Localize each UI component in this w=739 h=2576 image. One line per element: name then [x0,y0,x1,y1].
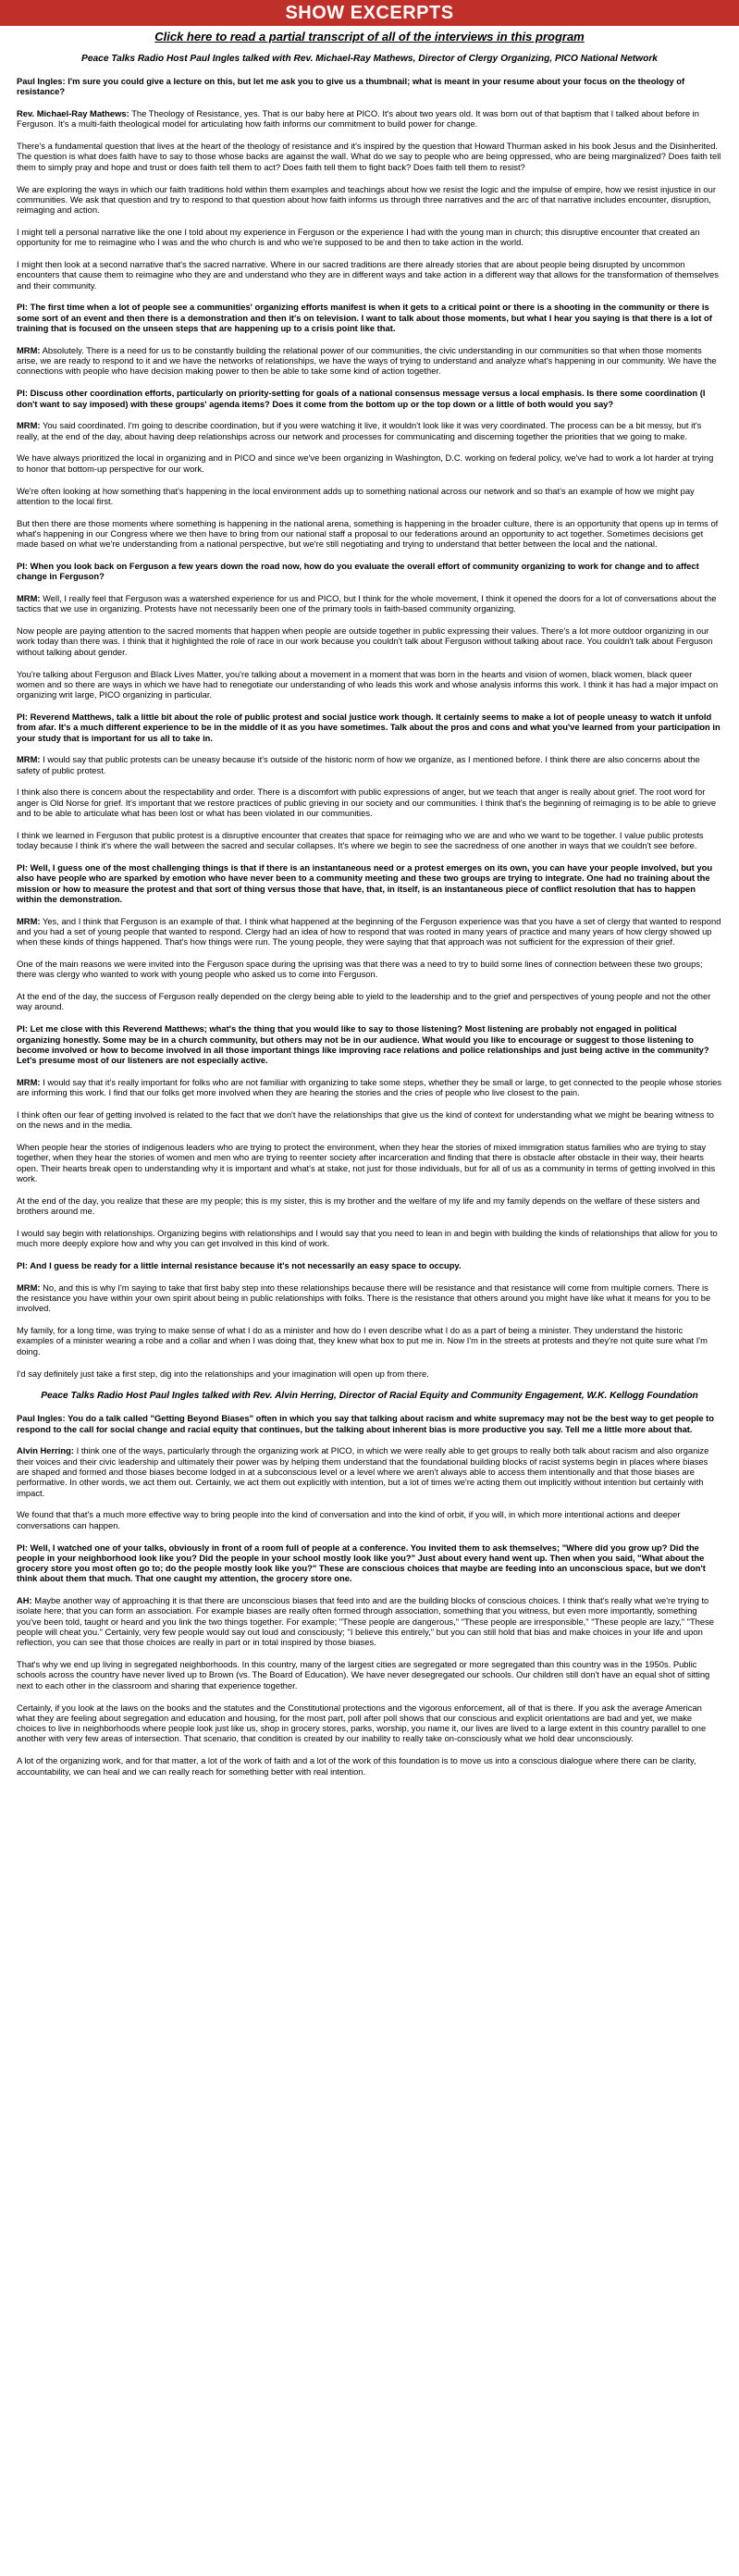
interview-answer [17,227,722,248]
speaker-label: Rev. Michael-Ray Mathews: [17,108,129,119]
speaker-label: MRM: [17,915,41,926]
speaker-label: MRM: [17,593,41,604]
interview-answer [17,1445,722,1497]
paragraph-text: We have always prioritized the local in organizing and in PICO and since we've been organizing in Washington, D.C. working on federal policy, we've had to work a lot harder at trying to honor that bottom-up perspective for our work. [17,452,714,474]
paragraph-text: Discuss other coordination efforts, particularly on priority-setting for goals of a national consensus message versus a local emphasis. Is there some coordination (I don't want to say imposed) with these groups' agenda items? Does it come from the bottom up or the top down or a little of both would you say? [17,388,706,409]
paragraph-text: I would say that public protests can be uneasy because it's outside of the historic norm of how we organize, as I mentioned before. I think there are also concerns about the safety of public protest. [17,754,700,775]
paragraph-text: There's a fundamental question that lives at the heart of the theology of resistance and it's inspired by the question that Howard Thurman asked in his book Jesus and the Disinherited. The question is what does faith have to say to those whose backs are against the wall. What do we say to people who are being oppressed, who are being marginalized? Does faith tell them to simply pray and hope and trust or does faith tell them to act? Does faith tell them to fight back? Does faith tell them to resist? [17,141,721,172]
paragraph-text: Certainly, if you look at the laws on the books and the statutes and the Constitutional protections and the vigorous enforcement, all of that is there. If you ask the average American what they are feeling about segregation and education and housing, for the most part, poll after poll shows that our conscious and explicit orientations are bad and yet, we make choices to live in neighborhoods where people look just like us, shop in grocery stores, parks, worship, you name it, our lives are lived to a large extent in this country parallel to one another with very few areas of intersection. That scenario, that condition is created by our inability to really take on-consciously what we hold dear unconsciously. [17,1702,707,1744]
paragraph-text: When you look back on Ferguson a few years down the road now, how do you evaluate the overall effort of community organizing to work for change and to affect change in Ferguson? [17,561,699,582]
paragraph-text: I would say that it's really important for folks who are not familiar with organizing to take some steps, whether they be small or large, to get connected to the people whose stories are informing this work. I find that our folks get more involved when they are hearing the stories and the cries of people who live closest to the pain. [17,1076,722,1098]
paragraph-text: One of the main reasons we were invited into the Ferguson space during the uprising was that there was a need to try to build some lines of connection between these two groups; there was clergy who wanted to work with young people who asked us to come into Ferguson. [17,959,703,980]
paragraph-text: I think also there is concern about the respectability and order. There is a discomfort with public expressions of anger, but we teach that anger is really about grief. The root word for anger is Old Norse for grief. It's important that we restore practices of public grieving in our society and our communities. I think that's the beginning of reimaging is to be able to grieve and to be able to articulate what has been lost or what has been violated in our communities. [17,786,717,819]
speaker-label: AH: [17,1595,32,1606]
interview-answer [17,1509,722,1530]
interview-answer [17,1142,722,1183]
interview-answer [17,1595,722,1647]
speaker-label: MRM: [17,1282,41,1293]
interview-answer [17,1368,722,1379]
paragraph-text: Reverend Matthews, talk a little bit about the role of public protest and social justice work though. It certainly seems to make a lot of people uneasy to watch it unfold from afar. It's a much different experience to be in the middle of it as you have sometimes. Talk about the pros and cons and what you've learned from your participation in your study that is important for us all to take in. [17,711,721,743]
paragraph-text: That's why we end up living in segregated neighborhoods. In this country, many of the largest cities are segregated or more segregated than this country was in the 1950s. Public schools across the country have never lived up to Brown (vs. The Board of Education). We have never desegregated our schools. Our children still don't have an equal shot of sitting next to each other in the classroom and sharing that experience together. [17,1659,710,1690]
speaker-label: MRM: [17,754,41,765]
paragraph-text: At the end of the day, the success of Ferguson really depended on the clergy being able to yield to the leadership and to the grief and perspectives of young people and not the other way around. [17,991,711,1012]
interview-question [17,388,722,409]
paragraph-text: When people hear the stories of indigenous leaders who are trying to protect the environment, when they hear the stories of mixed immigration status families who are trying to stay together, when they hear the stories of women and men who are trying to reenter society after incarceration and finding that there is obstacle after obstacle in their way, their hearts open. Their hearts break open to understanding why it is important and what's at stake, not just for those individuals, but for all of us as a community in terms of getting involved in this work. [17,1142,716,1183]
paragraph-text: I might then look at a second narrative that's the sacred narrative. Where in our sacred traditions are there already stories that are about people being disrupted by uncommon encounters that cause them to reimagine who they are and understand who they are in different ways and take action in a different way that allows for the transformation of themselves and their community. [17,259,719,291]
speaker-label: MRM: [17,420,41,431]
interview-question [17,302,722,333]
speaker-label: PI: [17,1259,28,1270]
interview-question [17,1542,722,1584]
paragraph-text: Yes, and I think that Ferguson is an example of that. I think what happened at the beginning of the Ferguson experience was that you have a set of clergy that wanted to respond and you had a set of young people that wanted to respond. Clergy had an idea of how to respond that was rooted in many years of practice and many years of how clergy showed up when these kinds of things happened. That's how things were run. The young people, they were saying that that approach was not sufficient for the expression of their grief. [17,915,721,947]
interview-sections [17,53,722,1777]
paragraph-text: The Theology of Resistance, yes. That is our baby here at PICO. It's about two years old. It was born out of that baptism that I talked about before in Ferguson. It's a multi-faith theological model for articulating how faith informs our commitment to build power for change. [17,108,699,130]
paragraph-text: Now people are paying attention to the sacred moments that happen when people are outside together in public expressing their values. There's a lot more outdoor organizing in our work today than there was. I think that it highlighted the role of race in our work because you couldn't talk about Ferguson without talking about race. You couldn't talk about Ferguson without talking about gender. [17,625,713,657]
paragraph-text: We found that that's a much more effective way to bring people into the kind of conversation and into the kind of orbit, if you will, in which more intentional actions and deeper conversations can happen. [17,1509,681,1530]
interview-section [17,1390,722,1777]
interview-answer [17,830,722,851]
paragraph-text: I think we learned in Ferguson that public protest is a disruptive encounter that creates that space for reimaging who we are and who we want to be together. I value public protests today because I think it's where the wall between the sacred and secular collapses. It's where we begin to see the sacredness of one another in ways that we couldn't see before. [17,829,704,851]
speaker-label: MRM: [17,1076,41,1087]
interview-answer [17,1659,722,1690]
paragraph-text: Well, I watched one of your talks, obviously in front of a room full of people at a conference. You invited them to ask themselves; "Where did you grow up? Did the people in your neighborhood look like you? Did the people in your school mostly look like you?" Just about every hand went up. Then when you said, "What about the grocery store you most often go to; do the people mostly look like you?" These are conscious choices that maybe are feeding into an unconscious space, but we don't think about them that much. That one caught my attention, the grocery store one. [17,1542,706,1584]
speaker-label: MRM: [17,344,41,355]
interview-answer [17,1228,722,1249]
interview-answer [17,959,722,980]
speaker-label: PI: [17,561,28,571]
interview-answer [17,1077,722,1098]
interview-answer [17,141,722,172]
speaker-label: PI: [17,861,28,873]
interview-answer [17,486,722,507]
paragraph-text: You said coordinated. I'm going to describe coordination, but if you were watching it live, it wouldn't look like it was very coordinated. The process can be a bit messy, but it's really, at the end of the day, about having deep relationships across our network and processes for communicating and discerning together the priorities that we going to make. [17,420,702,441]
speaker-label: PI: [17,1023,28,1034]
paragraph-text: Well, I guess one of the most challenging things is that if there is an instantaneous need or a protest emerges on its own, you can have your people involved, but you also have people who are sparked by emotion who have never been to a community meeting and these two groups are trying to integrate. One had no training about the mission or how to measure the protest and that sort of thing versus those that have, that, in itself, is an instantaneous piece of conflict resolution that has to happen within the demonstration. [17,861,713,904]
paragraph-text: At the end of the day, you realize that these are my people; this is my sister, this is my brother and the welfare of my life and my family depends on the welfare of these sisters and brothers around me. [17,1195,700,1217]
paragraph-text: We're often looking at how something that's happening in the local environment adds up to something national across our network and so that's an example of how we might pay attention to the local first. [17,485,695,506]
excerpts-content [0,30,739,1777]
interview-question [17,1260,722,1270]
interview-answer [17,1325,722,1356]
paragraph-text: But then there are those moments where something is happening in the national arena, something is happening in the broader culture, there is an opportunity that opens up in terms of what's happening in our Congress where we then have to bring from our national staff a proposal to our federations around an opportunity to act together. Sometimes decisions get made based on what we're understanding from a national perspective, but we're still negotiating and trying to understand that better between the local and the national. [17,517,719,550]
interview-question [17,76,722,97]
interview-question [17,1413,722,1434]
interview-question [17,712,722,743]
paragraph-text: You do a talk called "Getting Beyond Biases" often in which you say that talking about racism and white supremacy may not be the best way to get people to respond to the call for social change and racial equity that continues, but the talking about inherent bias is more productive you say. Tell me a little more about that. [17,1413,715,1434]
interview-answer [17,625,722,657]
interview-answer [17,452,722,474]
paragraph-text: Well, I really feel that Ferguson was a watershed experience for us and PICO, but I think for the whole movement, I think it opened the doors for a lot of conversations about the tactics that we use in organizing. Protests have not necessarily been one of the primary tools in faith-based community organizing. [17,593,717,614]
interview-question [17,862,722,904]
interview-answer [17,593,722,614]
paragraph-text: I would say begin with relationships. Organizing begins with relationships and I would say that you need to lean in and begin with building the kinds of relationships that allow for you to much more deeply explore how and why you can get involved in this kind of work. [17,1227,718,1249]
interview-section [17,53,722,1379]
interview-answer [17,184,722,216]
interview-answer [17,1109,722,1131]
paragraph-text: I think often our fear of getting involved is related to the fact that we don't have the relationships that give us the kind of context for understanding what we might be bearing witness to on the news and in the media. [17,1108,714,1131]
speaker-label: PI: [17,711,28,722]
interview-answer [17,1195,722,1217]
speaker-label: Paul Ingles: [17,76,66,86]
interview-answer [17,420,722,441]
interview-answer [17,345,722,377]
paragraph-text: We are exploring the ways in which our faith traditions hold within them examples and teachings about how we resist the logic and the impulse of empire, how we resist injustice in our communities. We ask that question and try to respond to that question about how faith informs us through three narratives and the arc of that narrative includes encounter, disruption, reimaging and action. [17,183,716,216]
paragraph-text: Let me close with this Reverend Matthews; what's the thing that you would like to say to those listening? Most listening are probably not engaged in political organizing honestly. Some may be in a church community, but others may not be in our audience. What would you like to encourage or suggest to those listening to become involved or how to become involved in all those important things like improving race relations and police relationships and just being active in the community? Let's presume most of our listeners are not especially active. [17,1023,709,1066]
paragraph-text: My family, for a long time, was trying to make sense of what I do as a minister and how do I even describe what I do as a part of being a minister. They understand the historic examples of a minister wearing a robe and a collar and when I was doing that, they knew what box to put me in. Now I'm in the streets at protests and they're not quite sure what I'm doing. [17,1325,708,1356]
speaker-label: Paul Ingles: [17,1413,66,1424]
interview-answer [17,754,722,775]
interview-answer [17,916,722,947]
interview-answer [17,108,722,130]
interview-question [17,561,722,582]
interview-answer [17,1755,722,1777]
paragraph-text: No, and this is why I'm saying to take that first baby step into these relationships because there will be resistance and that resistance will come from multiple corners. There is the resistance you have within your own spirit about being in public relationships with folks. There is the resistance that others around you might have like what it means for you to be involved. [17,1282,711,1314]
interview-answer [17,259,722,291]
paragraph-text: A lot of the organizing work, and for that matter, a lot of the work of faith and a lot of the work of this foundation is to move us into a conscious dialogue where there can be clarity, accountability, we can heal and we can really reach for something better with real intention. [17,1755,696,1777]
paragraph-text: You're talking about Ferguson and Black Lives Matter, you're talking about a movement in a moment that was born in the hearts and vision of women, black women, black queer women and so there are ways in which we have had to renegotiate our understanding of who leads this work and whose analysis informs this work. I think it has had a major impact on organizing writ large, PICO organizing in particular. [17,668,719,700]
paragraph-text: I think one of the ways, particularly through the organizing work at PICO, in which we were really able to get groups to really both talk about racism and also organize their voices and their civic leadership and ultimately their power was by helping them understand that the foundational building blocks of racist systems begin in places where biases are shaped and formed and those biases become lodged in at a subconscious level or a level where we aren't always able to access them intentionally and that those biases are performative. In other words, we act them out. Certainly, we act them out explicitly with intention, but a lot of times we're acting them out implicitly without intention but certainly with impact. [17,1445,709,1498]
paragraph-text: I'm sure you could give a lecture on this, but let me ask you to give us a thumbnail; what is meant in your resume about your focus on the theology of resistance? [17,76,685,97]
paragraph-text: I'd say definitely just take a first step, dig into the relationships and your imagination will open up from there. [17,1368,429,1379]
paragraph-text: I might tell a personal narrative like the one I told about my experience in Ferguson or the experience I had with the young man in church; this disruptive encounter that created an opportunity for me to reimagine who I was and the who church is and who we're supposed to be and then to take action in the world. [17,226,700,248]
transcript-link[interactable]: Click here to read a partial transcript of all of the interviews in this program [154,30,585,43]
paragraph-text: Absolutely. There is a need for us to be constantly building the relational power of our communities, the civic understanding in our communities so that when those moments arise, we are ready to respond to it and we have the networks of relationships, we have the ways of trying to understand and analyze what's happening in our community. We have the connections with people who have decision making power to then be able to take some kind of action together. [17,344,717,377]
speaker-label: PI: [17,1542,28,1553]
interview-intro: Peace Talks Radio Host Paul Ingles talked with Rev. Michael-Ray Mathews, Director of Clergy Organizing, PICO National Network [81,54,658,64]
interview-answer [17,518,722,550]
paragraph-text: The first time when a lot of people see a communities' organizing efforts manifest is when it gets to a critical point or there is a shooting in the community or there is some sort of an event and then there is a demonstration and then it's on television. I want to talk about those moments, but what I hear you saying is that there is a lot of training that is focused on the unseen steps that are happening up to a crisis point like that. [17,302,712,334]
interview-answer [17,1703,722,1744]
show-excerpts-banner: SHOW EXCERPTS [0,0,739,26]
interview-answer [17,786,722,818]
speaker-label: PI: [17,388,28,399]
speaker-label: Alvin Herring: [17,1445,74,1456]
speaker-label: PI: [17,302,28,313]
interview-answer [17,991,722,1012]
interview-question [17,1023,722,1065]
interview-answer [17,1282,722,1314]
interview-answer [17,669,722,700]
interview-intro: Peace Talks Radio Host Paul Ingles talked with Rev. Alvin Herring, Director of Racial Equity and Community Engagement, W.K. Kellogg Foundation [41,1391,698,1402]
paragraph-text: And I guess be ready for a little internal resistance because it's not necessarily an easy space to occupy. [30,1259,462,1270]
paragraph-text: Maybe another way of approaching it is that there are unconscious biases that feed into and are the building blocks of conscious choices. I think that's really what we're trying to isolate here; that you can form an association. For example biases are really often formed through association, something that you witness, but even more importantly, something you've been told, taught or heard and you link the two things together. For example; "These people are dangerous," "These people are irresponsible," "These people are lazy," "These people will cheat you." Certainly, very few people would say out loud and consciously; "I believe this entirely," but you can still hold that bias and make choices in your life and upon reflection, you can see that those choices are really in part or in total inspired by those biases. [17,1595,715,1648]
